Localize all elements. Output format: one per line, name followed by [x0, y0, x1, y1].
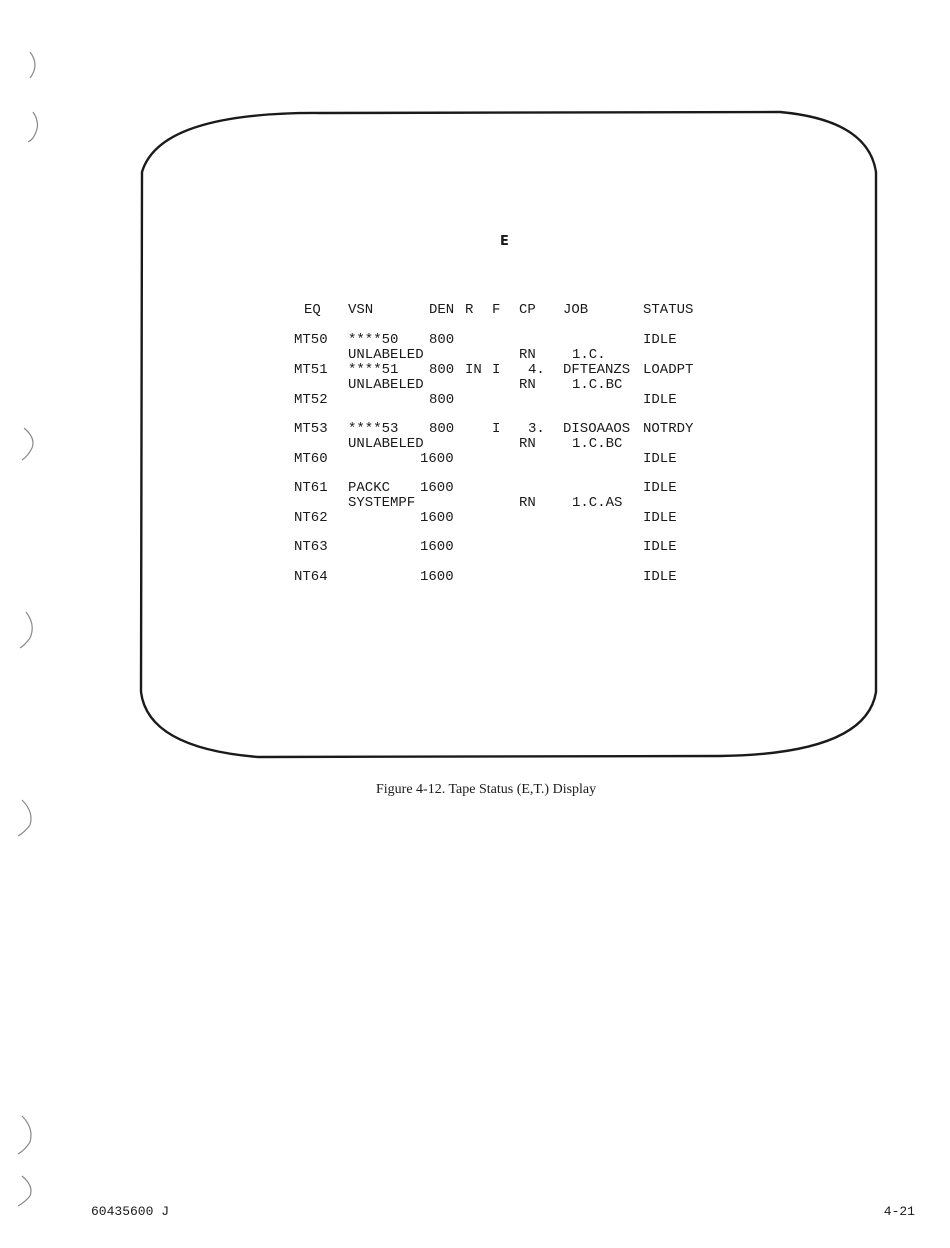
- cell-eq: MT50: [294, 332, 328, 348]
- cell-eq: MT52: [294, 392, 328, 408]
- figure-caption: Figure 4-12. Tape Status (E,T.) Display: [376, 782, 597, 797]
- cell-status: IDLE: [643, 392, 677, 408]
- cell-cp: 4.: [528, 362, 545, 378]
- cell-den: 800: [429, 392, 455, 408]
- cell-job: 1.C.BC: [572, 436, 623, 452]
- cell-vsn: UNLABELED: [348, 377, 424, 393]
- cell-status: IDLE: [643, 332, 677, 348]
- cell-job: 1.C.BC: [572, 377, 623, 393]
- cell-f: I: [492, 362, 501, 378]
- cell-status: IDLE: [643, 480, 677, 496]
- cell-status: IDLE: [643, 451, 677, 467]
- header-vsn: VSN: [348, 302, 374, 318]
- header-eq: EQ: [304, 302, 321, 318]
- cell-vsn: ****53: [348, 421, 399, 437]
- header-r: R: [465, 302, 474, 318]
- cell-vsn: UNLABELED: [348, 436, 424, 452]
- cell-f: I: [492, 421, 501, 437]
- cell-cp: 3.: [528, 421, 545, 437]
- cell-den: 800: [429, 362, 455, 378]
- cell-eq: NT64: [294, 569, 328, 585]
- cell-status: IDLE: [643, 569, 677, 585]
- cell-eq: NT63: [294, 539, 328, 555]
- header-status: STATUS: [643, 302, 694, 318]
- cell-cp: RN: [519, 377, 536, 393]
- cell-den: 1600: [420, 480, 454, 496]
- display-title: E: [500, 234, 509, 249]
- cell-vsn: ****51: [348, 362, 399, 378]
- cell-cp: RN: [519, 495, 536, 511]
- header-den: DEN: [429, 302, 455, 318]
- cell-cp: RN: [519, 347, 536, 363]
- header-f: F: [492, 302, 501, 318]
- cell-vsn: UNLABELED: [348, 347, 424, 363]
- cell-job: DFTEANZS: [563, 362, 631, 378]
- header-cp: CP: [519, 302, 536, 318]
- cell-vsn: ****50: [348, 332, 399, 348]
- cell-den: 800: [429, 332, 455, 348]
- cell-vsn: SYSTEMPF: [348, 495, 416, 511]
- cell-den: 1600: [420, 539, 454, 555]
- cell-eq: MT60: [294, 451, 328, 467]
- cell-status: IDLE: [643, 510, 677, 526]
- cell-status: NOTRDY: [643, 421, 694, 437]
- document-number: 60435600 J: [91, 1204, 170, 1219]
- cell-vsn: PACKC: [348, 480, 391, 496]
- cell-den: 1600: [420, 451, 454, 467]
- cell-cp: RN: [519, 436, 536, 452]
- cell-den: 800: [429, 421, 455, 437]
- page-number: 4-21: [883, 1204, 915, 1219]
- header-job: JOB: [563, 302, 589, 318]
- cell-r: IN: [465, 362, 482, 378]
- cell-status: LOADPT: [643, 362, 694, 378]
- cell-den: 1600: [420, 510, 454, 526]
- cell-eq: MT53: [294, 421, 328, 437]
- cell-job: DISOAAOS: [563, 421, 631, 437]
- cell-eq: NT62: [294, 510, 328, 526]
- cell-den: 1600: [420, 569, 454, 585]
- cell-eq: NT61: [294, 480, 328, 496]
- cell-eq: MT51: [294, 362, 328, 378]
- cell-job: 1.C.AS: [572, 495, 623, 511]
- cell-job: 1.C.: [572, 347, 606, 363]
- cell-status: IDLE: [643, 539, 677, 555]
